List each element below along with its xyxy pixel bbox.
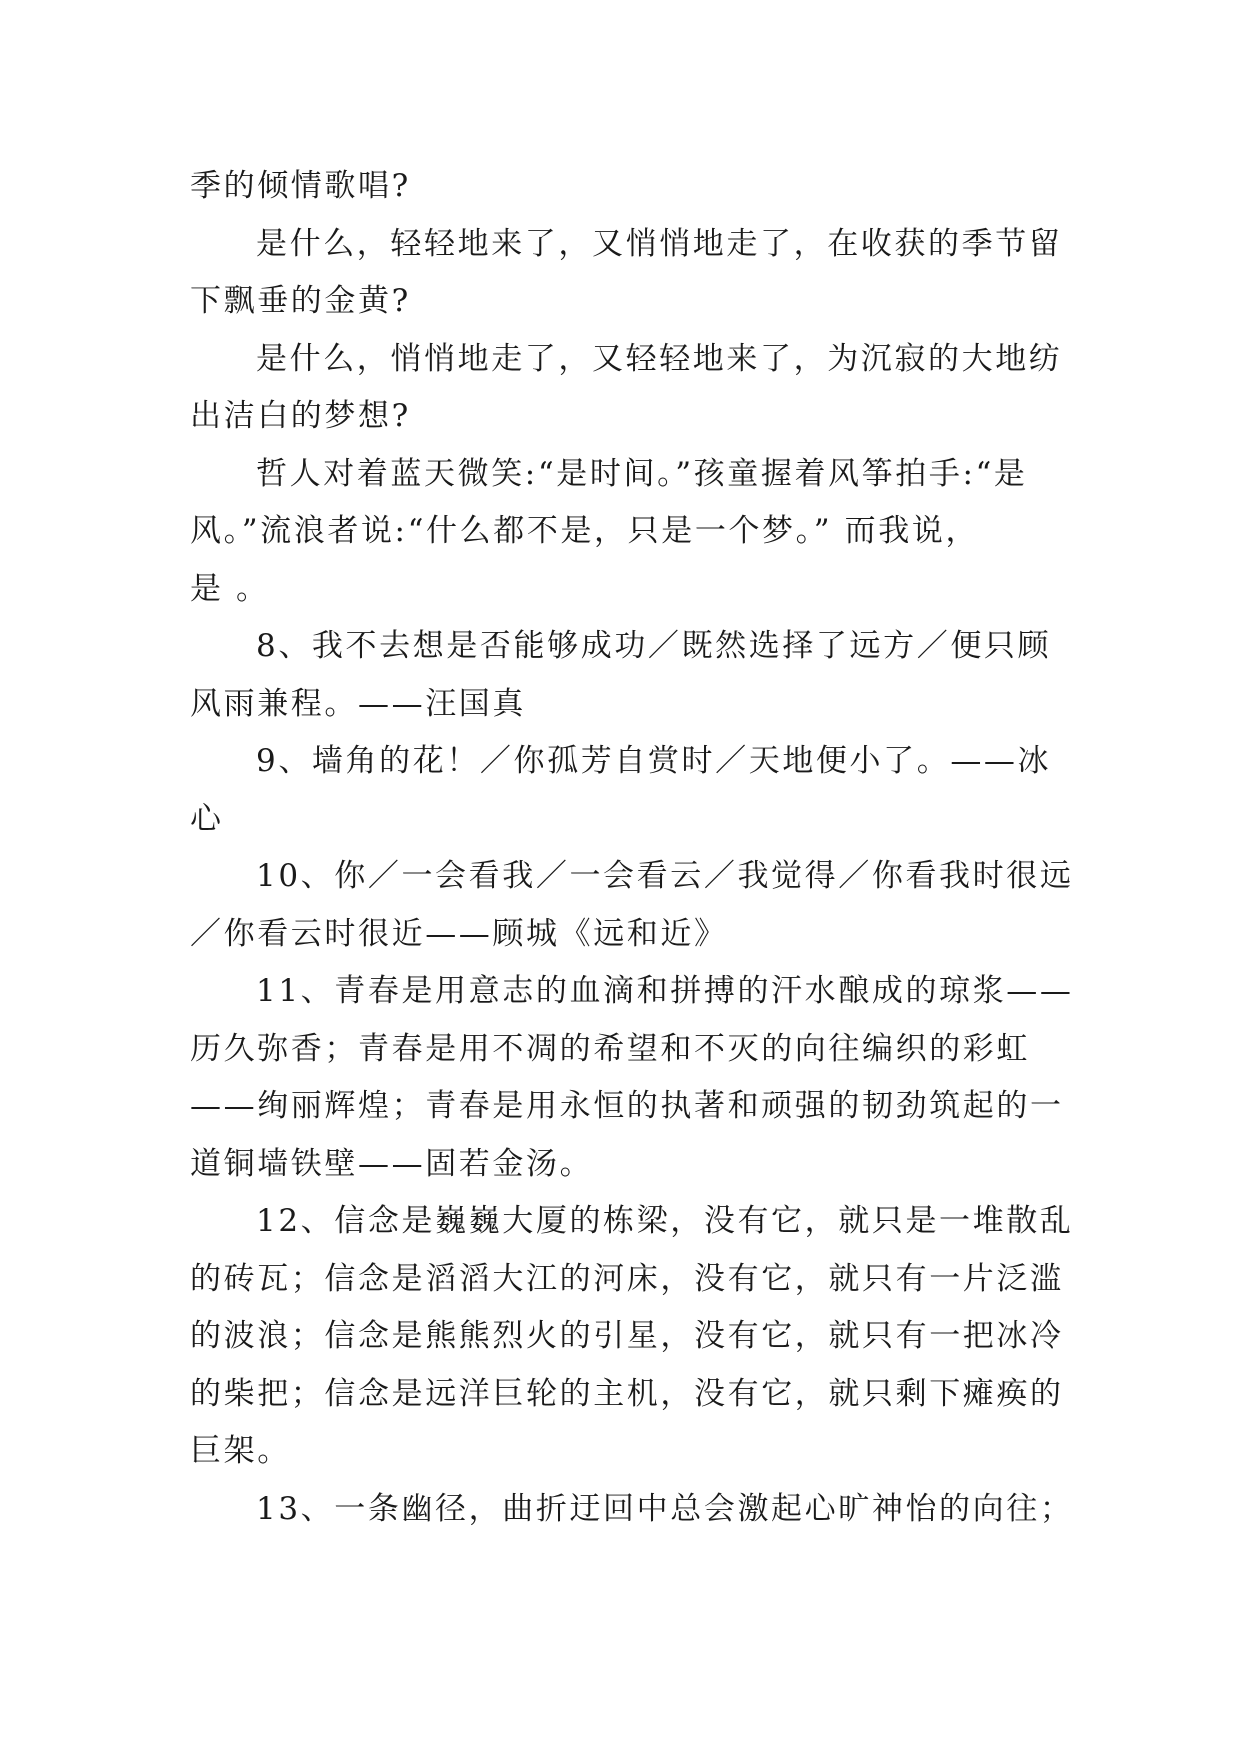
text-line: 风雨兼程。——汪国真 — [190, 685, 526, 722]
text-line: 是 。 — [190, 570, 270, 607]
text-line: ——绚丽辉煌；青春是用永恒的执著和顽强的韧劲筑起的一 — [190, 1088, 1064, 1124]
text-line: 是什么，悄悄地走了，又轻轻地来了，为沉寂的大地纺 — [256, 340, 1063, 377]
text-line: 11、青春是用意志的血滴和拼搏的汗水酿成的琼浆—— — [256, 973, 1074, 1009]
text-line: 8、我不去想是否能够成功／既然选择了远方／便只顾 — [256, 628, 1052, 664]
text-line: 10、你／一会看我／一会看云／我觉得／你看我时很远 — [256, 858, 1074, 894]
text-line: 的柴把；信念是远洋巨轮的主机，没有它，就只剩下瘫痪的 — [190, 1375, 1064, 1412]
text-line: 风。”流浪者说:“什么都不是，只是一个梦。” 而我说， — [190, 513, 980, 549]
text-line: 心 — [190, 800, 224, 837]
text-line: 12、信念是巍巍大厦的栋梁，没有它，就只是一堆散乱 — [256, 1203, 1074, 1239]
text-line: 下飘垂的金黄? — [190, 283, 411, 319]
text-line: 巨架。 — [190, 1433, 291, 1469]
body-text — [190, 158, 1074, 1538]
text-line: 的砖瓦；信念是滔滔大江的河床，没有它，就只有一片泛滥 — [190, 1260, 1064, 1297]
text-line: 哲人对着蓝天微笑:“是时间。”孩童握着风筝拍手:“是 — [256, 455, 1028, 492]
text-line: 9、墙角的花！／你孤芳自赏时／天地便小了。——冰 — [256, 743, 1052, 779]
text-line: ／你看云时很近——顾城《远和近》 — [190, 915, 728, 952]
text-line: 季的倾情歌唱? — [190, 168, 411, 204]
text-line: 13、一条幽径，曲折迂回中总会激起心旷神怡的向往； — [256, 1490, 1074, 1527]
text-line: 道铜墙铁壁——固若金汤。 — [190, 1145, 594, 1182]
text-line: 是什么，轻轻地来了，又悄悄地走了，在收获的季节留 — [256, 225, 1063, 262]
text-line: 的波浪；信念是熊熊烈火的引星，没有它，就只有一把冰冷 — [190, 1318, 1064, 1354]
text-line: 历久弥香；青春是用不凋的希望和不灭的向往编织的彩虹 — [190, 1030, 1030, 1067]
text-line: 出洁白的梦想? — [190, 398, 411, 434]
